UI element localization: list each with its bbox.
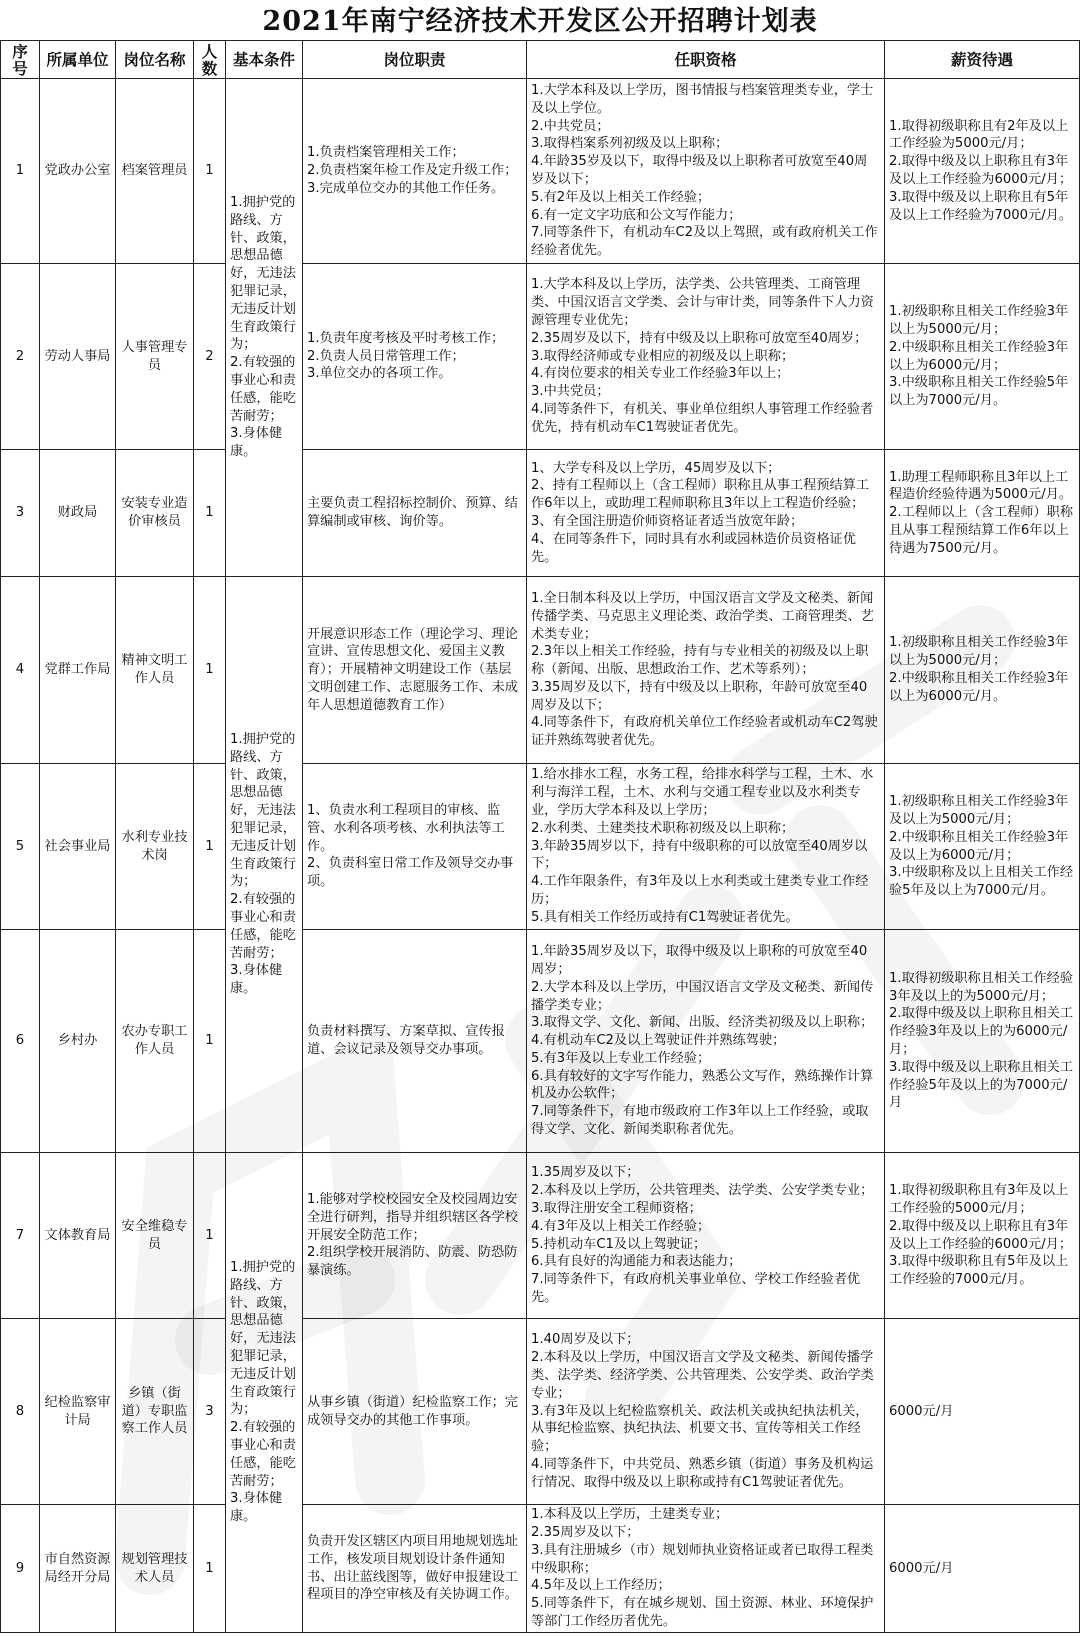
- table-row: [1, 1319, 1080, 1505]
- header-count: 人 数: [194, 41, 226, 79]
- row-position: 人事管理专员: [116, 264, 194, 450]
- row-unit: 文体教育局: [40, 1153, 116, 1319]
- row-seq: 3: [1, 450, 40, 577]
- row-seq: 7: [1, 1153, 40, 1319]
- row-qualifications: 1.大学本科及以上学历，法学类、公共管理类、工商管理类、中国汉语言文学类、会计与审计类，同等条件下人力资源管理专业优先； 2.35周岁及以下，持有中级及以上职称可放宽至40周岁； 3.取得经济师或专业相应的初级及以上职称； 4.有岗位要求的相关专业工作经验3年以上； 3.中共党员； 4.同等条件下，有机关、事业单位组织人事管理工作经验者优先，持有机动车C1驾驶证者优先。: [527, 264, 885, 450]
- row-duties: 开展意识形态工作（理论学习、理论宣讲、宣传思想文化、爱国主义教育）；开展精神文明建设工作（基层文明创建工作、志愿服务工作、未成年人思想道德教育工作）: [303, 577, 527, 764]
- row-duties: 主要负责工程招标控制价、预算、结算编制或审核、询价等。: [303, 450, 527, 577]
- row-count: 1: [194, 930, 226, 1153]
- basic-conditions-cell: 1.拥护党的路线、方针、政策，思想品德好，无违法犯罪记录，无违反计划生育政策行为； 2.有较强的事业心和责任感，能吃苦耐劳； 3.身体健康。: [226, 1153, 303, 1633]
- row-duties: 负责开发区辖区内项目用地规划选址工作，核发项目规划设计条件通知书、出让蓝线图等，做好申报建设工程项目的净空审核及有关协调工作。: [303, 1505, 527, 1633]
- page-title: 2021年南宁经济技术开发区公开招聘计划表: [262, 6, 818, 37]
- table-row: [1, 577, 1080, 764]
- row-unit: 市自然资源局经开分局: [40, 1505, 116, 1633]
- row-unit: 纪检监察审计局: [40, 1319, 116, 1505]
- row-count: 1: [194, 450, 226, 577]
- basic-conditions-cell: 1.拥护党的路线、方针、政策，思想品德好，无违法犯罪记录，无违反计划生育政策行为； 2.有较强的事业心和责任感，能吃苦耐劳； 3.身体健康。: [226, 577, 303, 1153]
- table-row: [1, 1153, 1080, 1319]
- row-qualifications: 1.全日制本科及以上学历，中国汉语言文学及文秘类、新闻传播学类、马克思主义理论类、政治学类、工商管理类、艺术类专业； 2.3年以上相关工作经验，持有与专业相关的初级及以上职称（新闻、出版、思想政治工作、艺术等系列）； 3.35周岁及以下，持有中级及以上职称，年龄可放宽至40周岁及以下； 4.同等条件下，有政府机关单位工作经验者或机动车C2驾驶证并熟练驾驶者优先。: [527, 577, 885, 764]
- row-count: 1: [194, 577, 226, 764]
- row-seq: 6: [1, 930, 40, 1153]
- header-seq: 序 号: [1, 41, 40, 79]
- row-unit: 劳动人事局: [40, 264, 116, 450]
- row-salary: 1.取得初级职称且有2年及以上工作经验为5000元/月； 2.取得中级及以上职称且有3年及以上工作经验为6000元/月； 3.取得中级及以上职称且有5年及以上工作经验为7000元/月。: [885, 79, 1080, 264]
- row-seq: 1: [1, 79, 40, 264]
- row-unit: 党群工作局: [40, 577, 116, 764]
- row-seq: 4: [1, 577, 40, 764]
- row-position: 安全维稳专员: [116, 1153, 194, 1319]
- row-position: 规划管理技术人员: [116, 1505, 194, 1633]
- row-duties: 负责材料撰写、方案草拟、宣传报道、会议记录及领导交办事项。: [303, 930, 527, 1153]
- row-seq: 8: [1, 1319, 40, 1505]
- basic-conditions-cell: 1.拥护党的路线、方针、政策，思想品德好，无违法犯罪记录，无违反计划生育政策行为； 2.有较强的事业心和责任感，能吃苦耐劳； 3.身体健康。: [226, 79, 303, 577]
- header-qualifications: 任职资格: [527, 41, 885, 79]
- row-position: 水利专业技术岗: [116, 764, 194, 930]
- row-unit: 财政局: [40, 450, 116, 577]
- row-count: 1: [194, 79, 226, 264]
- header-row: [1, 41, 1080, 79]
- table-row: [1, 264, 1080, 450]
- row-unit: 社会事业局: [40, 764, 116, 930]
- row-seq: 2: [1, 264, 40, 450]
- table-row: [1, 930, 1080, 1153]
- header-duties: 岗位职责: [303, 41, 527, 79]
- row-duties: 1、负责水利工程项目的审核、监管、水利各项考核、水利执法等工作。 2、负责科室日常工作及领导交办事项。: [303, 764, 527, 930]
- row-qualifications: 1.年龄35周岁及以下，取得中级及以上职称的可放宽至40周岁； 2.大学本科及以上学历，中国汉语言文学及文秘类、新闻传播学类专业； 3.取得文学、文化、新闻、出版、经济类初级及以上职称； 4.有机动车C2及以上驾驶证件并熟练驾驶； 5.有3年及以上专业工作经验； 6.具有较好的文字写作能力，熟悉公文写作，熟练操作计算机及办公软件； 7.同等条件下，有地市级政府工作3年以上工作经验，或取得文学、文化、新闻类职称者优先。: [527, 930, 885, 1153]
- row-salary: 1.初级职称且相关工作经验3年以上为5000元/月； 2.中级职称且相关工作经验3年以上为6000元/月； 3.中级职称且相关工作经验5年以上为7000元/月。: [885, 264, 1080, 450]
- table-row: [1, 79, 1080, 264]
- table-row: [1, 450, 1080, 577]
- row-qualifications: 1、大学专科及以上学历，45周岁及以下； 2、持有工程师以上（含工程师）职称且从事工程预结算工作6年以上，或助理工程师职称且3年以上工程造价经验； 3、有全国注册造价师资格证者适当放宽年龄； 4、在同等条件下，同时具有水利或园林造价员资格证优先。: [527, 450, 885, 577]
- row-position: 档案管理员: [116, 79, 194, 264]
- row-salary: 1.取得初级职称且有3年及以上工作经验的5000元/月； 2.取得中级及以上职称且有3年及以上工作经验的6000元/月； 3.取得中级职称且有5年及以上工作经验的7000元/月。: [885, 1153, 1080, 1319]
- row-position: 安装专业造价审核员: [116, 450, 194, 577]
- row-salary: 1.初级职称且相关工作经验3年及以上为5000元/月； 2.中级职称且相关工作经验3年及以上为6000元/月； 3.中级职称及以上且相关工作经验5年及以上为7000元/月。: [885, 764, 1080, 930]
- row-salary: 1.初级职称且相关工作经验3年以上为5000元/月； 2.中级职称且相关工作经验3年以上为6000元/月。: [885, 577, 1080, 764]
- row-count: 1: [194, 764, 226, 930]
- table-row: [1, 1505, 1080, 1633]
- row-salary: 1.取得初级职称且相关工作经验3年及以上的为5000元/月； 2.取得中级及以上职称且相关工作经验3年及以上的为6000元/月； 3.取得中级及以上职称且相关工作经验5年及以上的为7000元/月: [885, 930, 1080, 1153]
- row-seq: 9: [1, 1505, 40, 1633]
- header-position: 岗位名称: [116, 41, 194, 79]
- row-qualifications: 1.给水排水工程，水务工程，给排水科学与工程，土木、水利与海洋工程，土木、水利与交通工程专业以及水利类专业，学历大学本科及以上学历； 2.水利类、土建类技术职称初级及以上职称； 3.年龄35周岁以下，持有中级职称的可以放宽至40周岁以下； 4.工作年限条件，有3年及以上水利类或土建类专业工作经历； 5.具有相关工作经历或持有C1驾驶证者优先。: [527, 764, 885, 930]
- row-seq: 5: [1, 764, 40, 930]
- header-unit: 所属单位: [40, 41, 116, 79]
- row-salary: 1.助理工程师职称且3年以上工程造价经验待遇为5000元/月。 2.工程师以上（含工程师）职称且从事工程预结算工作6年以上待遇为7500元/月。: [885, 450, 1080, 577]
- row-position: 农办专职工作人员: [116, 930, 194, 1153]
- row-unit: 党政办公室: [40, 79, 116, 264]
- row-unit: 乡村办: [40, 930, 116, 1153]
- row-qualifications: 1.大学本科及以上学历，图书情报与档案管理类专业，学士及以上学位。 2.中共党员； 3.取得档案系列初级及以上职称； 4.年龄35岁及以下，取得中级及以上职称者可放宽至40周岁及以下； 5.有2年及以上相关工作经验； 6.有一定文字功底和公文写作能力； 7.同等条件下，有机动车C2及以上驾照，或有政府机关工作经验者优先。: [527, 79, 885, 264]
- row-duties: 1.负责年度考核及平时考核工作； 2.负责人员日常管理工作； 3.单位交办的各项工作。: [303, 264, 527, 450]
- row-count: 2: [194, 264, 226, 450]
- row-count: 1: [194, 1153, 226, 1319]
- row-count: 3: [194, 1319, 226, 1505]
- row-count: 1: [194, 1505, 226, 1633]
- row-salary: 6000元/月: [885, 1319, 1080, 1505]
- row-salary: 6000元/月: [885, 1505, 1080, 1633]
- table-row: [1, 764, 1080, 930]
- row-qualifications: 1.35周岁及以下； 2.本科及以上学历，公共管理类、法学类、公安学类专业； 3.取得注册安全工程师资格； 4.有3年及以上相关工作经验； 5.持机动车C1及以上驾驶证； 6.具有良好的沟通能力和表达能力； 7.同等条件下，有政府机关事业单位、学校工作经验者优先。: [527, 1153, 885, 1319]
- row-duties: 1.能够对学校校园安全及校园周边安全进行研判，指导并组织辖区各学校开展安全防范工作； 2.组织学校开展消防、防震、防恐防暴演练。: [303, 1153, 527, 1319]
- header-basic-conditions: 基本条件: [226, 41, 303, 79]
- row-qualifications: 1.本科及以上学历，土建类专业； 2.35周岁及以下； 3.具有注册城乡（市）规划师执业资格证或者已取得工程类中级职称； 4.5年及以上工作经历； 5.同等条件下，有在城乡规划、国土资源、林业、环境保护等部门工作经历者优先。: [527, 1505, 885, 1633]
- row-position: 乡镇（街道）专职监察工作人员: [116, 1319, 194, 1505]
- row-duties: 从事乡镇（街道）纪检监察工作；完成领导交办的其他工作事项。: [303, 1319, 527, 1505]
- row-position: 精神文明工作人员: [116, 577, 194, 764]
- row-qualifications: 1.40周岁及以下； 2.本科及以上学历，中国汉语言文学及文秘类、新闻传播学类、法学类、经济学类、公共管理类、公安学类、政治学类专业； 3.有3年及以上纪检监察机关、政法机关或执纪执法机关，从事纪检监察、执纪执法、机要文书、宣传等相关工作经验； 4.同等条件下，中共党员、熟悉乡镇（街道）事务及机构运行情况、取得中级及以上职称或持有C1驾驶证者优先。: [527, 1319, 885, 1505]
- row-duties: 1.负责档案管理相关工作； 2.负责档案年检工作及定升级工作； 3.完成单位交办的其他工作任务。: [303, 79, 527, 264]
- header-salary: 薪资待遇: [885, 41, 1080, 79]
- recruitment-table: [0, 40, 1080, 1633]
